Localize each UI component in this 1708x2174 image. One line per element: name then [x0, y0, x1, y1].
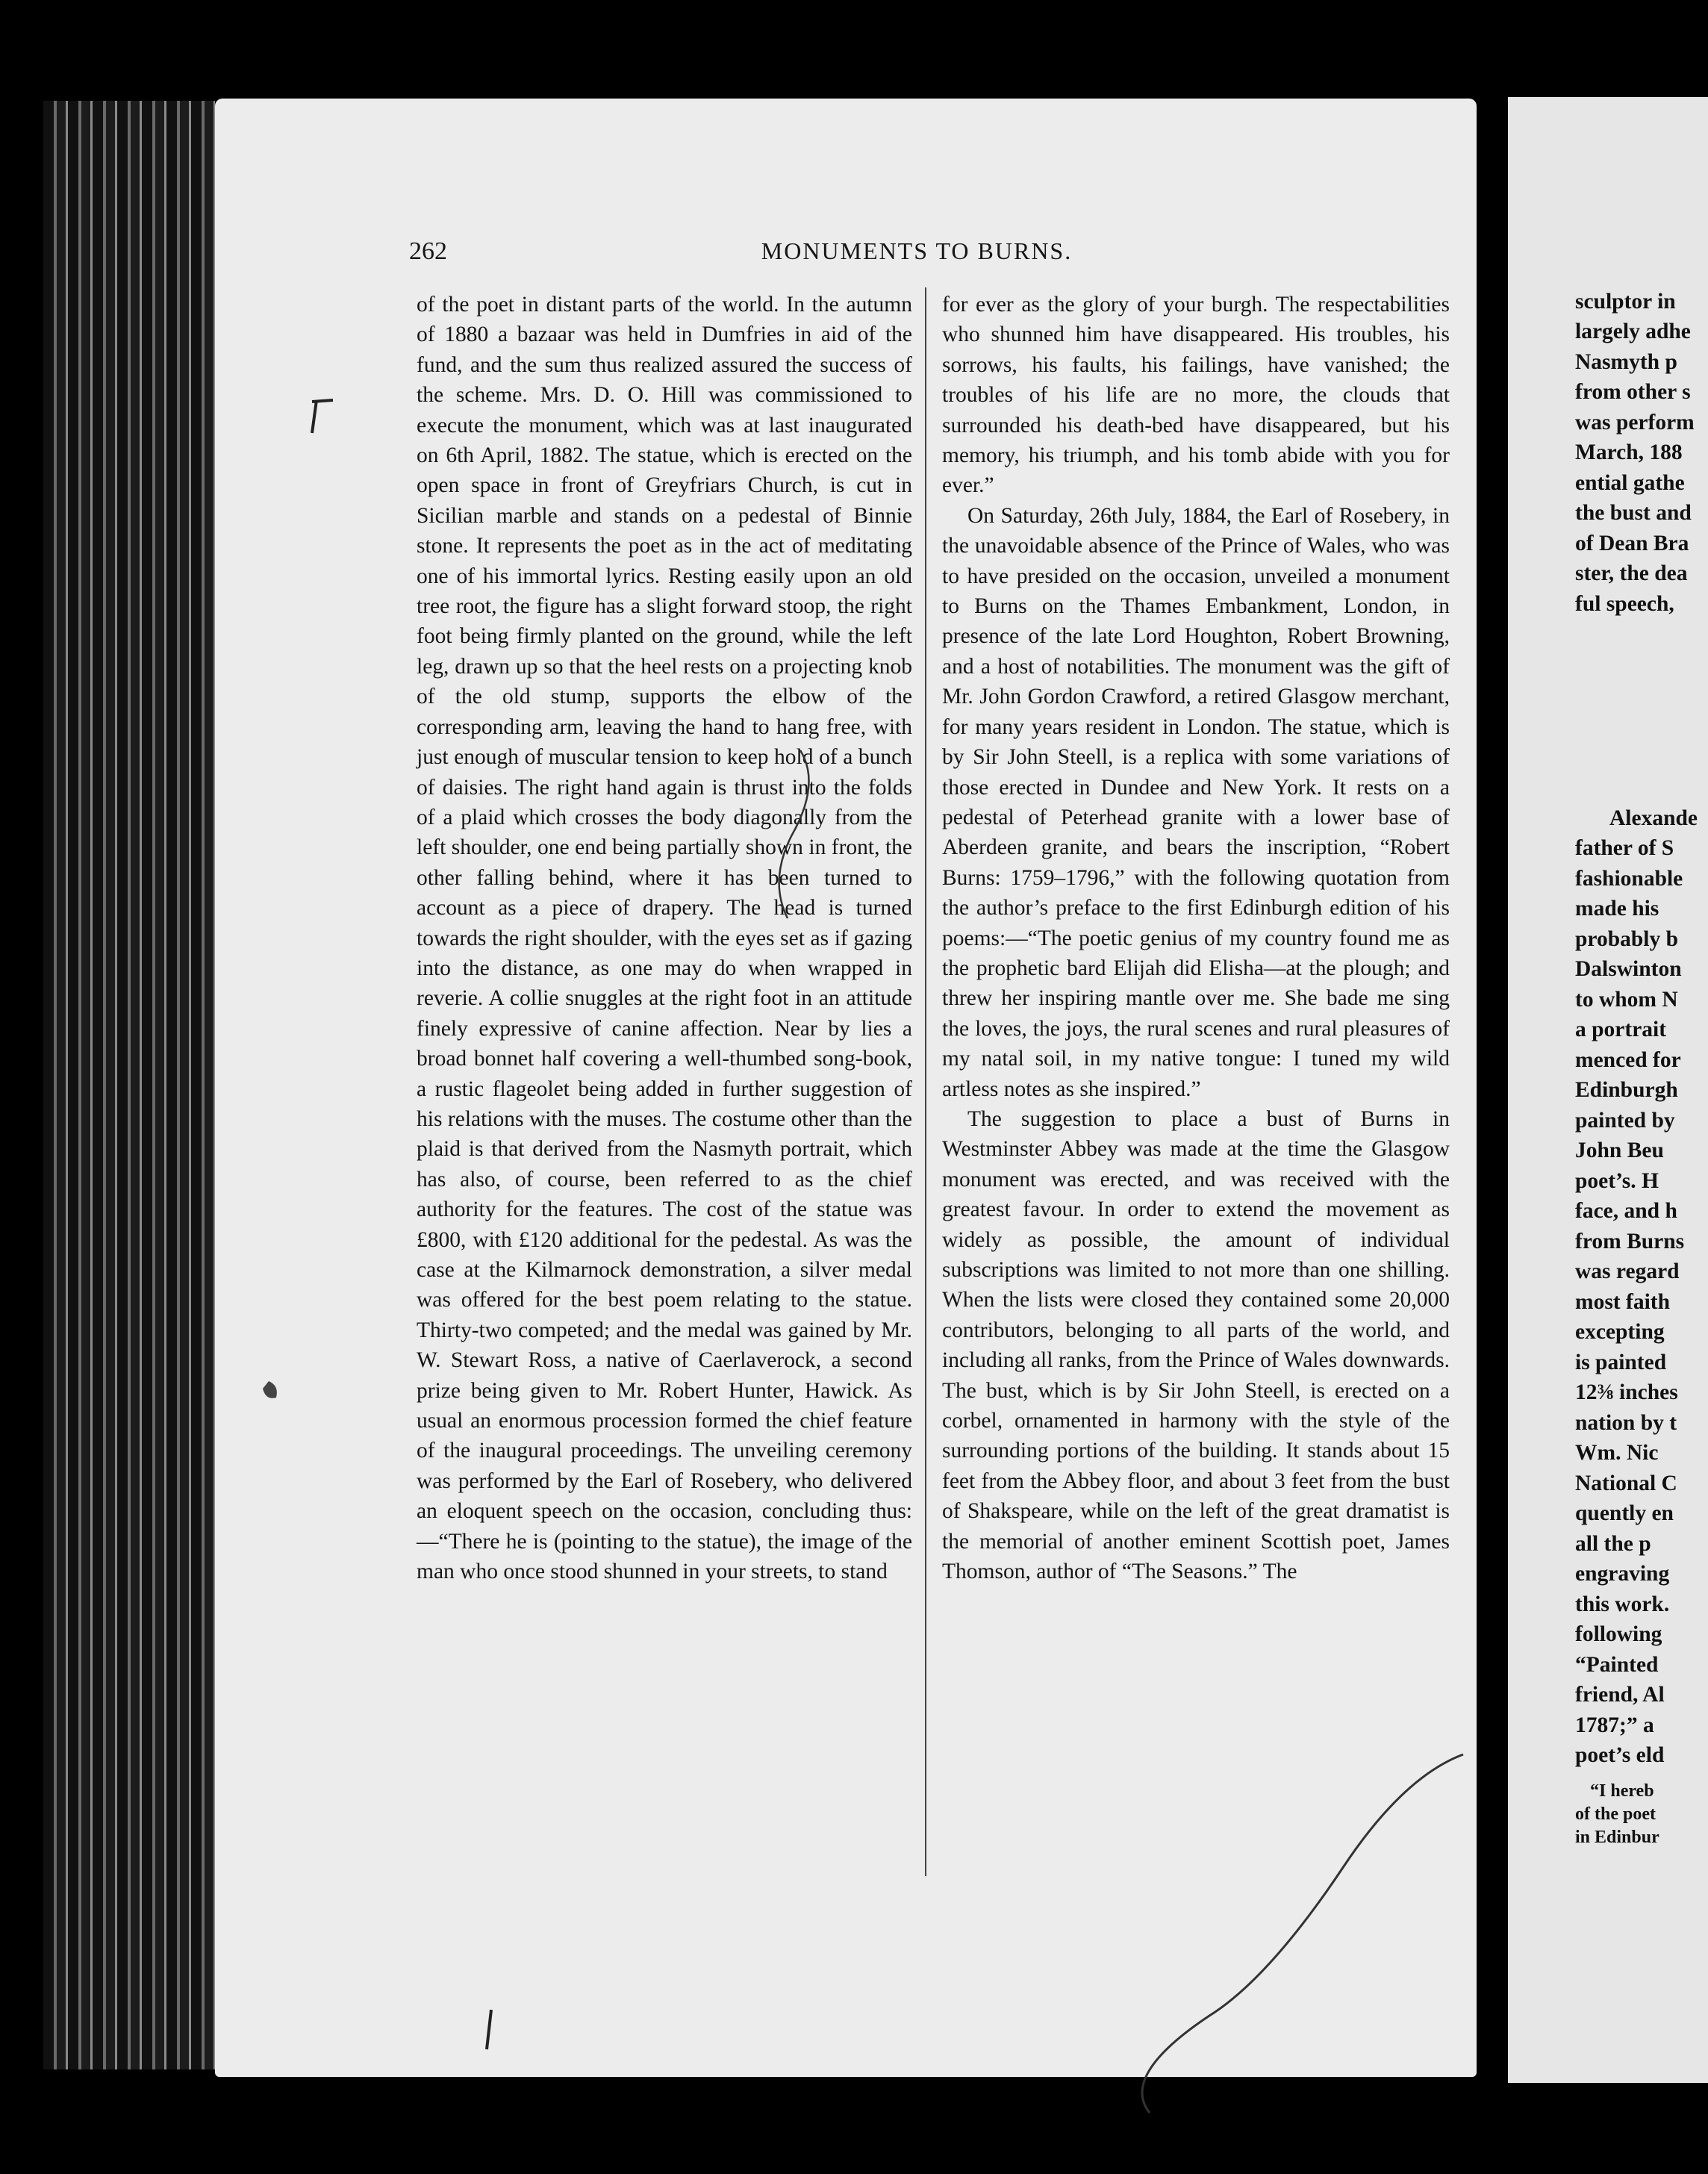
- fragment-line: poet’s. H: [1575, 1169, 1659, 1193]
- fragment-line: to whom N: [1575, 988, 1678, 1012]
- paragraph: of the poet in distant parts of the world. In the autumn of 1880 a bazaar was held in Dumfries in aid of the fund, and the sum thus realized assured the success of the scheme. Mrs. D. O. Hill was commissioned to execute the monument, which was at last inaugurated on 6th April, 1882. The statue, which is erected on the open space in front of Greyfriars Church, is cut in Sicilian marble and stands on a pedestal of Binnie stone. It represents the poet as in the act of meditating one of his immortal lyrics. Resting easily upon an old tree root, the figure has a slight forward stoop, the right foot being firmly planted on the ground, while the left leg, drawn up so that the heel rests on a projecting knob of the old stump, supports the elbow of the corresponding arm, leaving the hand to hang free, with just enough of muscular tension to keep hold of a bunch of daisies. The right hand again is thrust into the folds of a plaid which crosses the body diagonally from the left shoulder, one end being partially shown in front, the other falling behind, where it has been turned to account as a piece of drapery. The head is turned towards the right shoulder, with the eyes set as if gazing into the distance, as one may do when wrapped in reverie. A collie snuggles at the right foot in an attitude finely expressive of canine affection. Near by lies a broad bonnet half covering a well-thumbed song-book, a rustic flageolet being added in further suggestion of his relations with the muses. The costume other than the plaid is that derived from the Nasmyth portrait, which has also, of course, been referred to as the chief authority for the features. The cost of the statue was £800, with £120 additional for the pedestal. As was the case at the Kilmarnock demonstration, a silver medal was offered for the best poem relating to the statue. Thirty-two competed; and the medal was gained by Mr. W. Stewart Ross, a native of Caerlaverock, a second prize being given to Mr. Robert Hunter, Hawick. As usual an enormous procession formed the chief feature of the inaugural proceedings. The unveiling ceremony was performed by the Earl of Rosebery, who delivered an eloquent speech on the occasion, concluding thus:—“There he is (pointing to the statue), the image of the man who once stood shunned in your streets, to stand: [417, 293, 912, 1584]
- fragment-line: from Burns: [1575, 1230, 1685, 1253]
- fragment-line: John Beu: [1575, 1139, 1664, 1162]
- fragment-line: painted by: [1575, 1109, 1675, 1133]
- fragment-line: made his: [1575, 897, 1659, 921]
- fragment-line: father of S: [1575, 836, 1674, 860]
- fragment-line: Dalswinton: [1575, 957, 1682, 981]
- page-number: 262: [409, 237, 447, 265]
- fragment-line: excepting: [1575, 1320, 1665, 1344]
- fragment-line: the bust and: [1575, 501, 1692, 525]
- ink-blot: [263, 1381, 277, 1398]
- fragment-line: sculptor in: [1575, 290, 1676, 314]
- fragment-line: was perform: [1575, 411, 1695, 435]
- fragment-line: Wm. Nic: [1575, 1441, 1659, 1465]
- fragment-line: fashionable: [1575, 867, 1683, 891]
- pencil-stroke: [779, 750, 809, 918]
- fragment-line: menced for: [1575, 1048, 1681, 1072]
- fragment-line: was regard: [1575, 1259, 1680, 1283]
- fragment-line: March, 188: [1575, 440, 1683, 464]
- fragment-line: largely adhe: [1575, 320, 1691, 343]
- fragment-line: of Dean Bra: [1575, 532, 1689, 555]
- running-head: MONUMENTS TO BURNS.: [761, 237, 1073, 264]
- fragment-line: this work.: [1575, 1592, 1670, 1616]
- fragment-line: probably b: [1575, 927, 1679, 951]
- paragraph: The suggestion to place a bust of Burns in Westminster Abbey was made at the time the Glasgow monument was erected, and was received with the greatest favour. In order to extend the movement as widely as possible, the amount of individual subscriptions was limited to not more than one shilling. When the lists were closed they contained some 20,000 contributors, belonging to all parts of the world, and including all ranks, from the Prince of Wales downwards. The bust, which is by Sir John Steell, is erected on a corbel, ornamented in harmony with the style of the surrounding portions of the building. It stands about 15 feet from the Abbey floor, and about 3 feet from the bust of Shakspeare, while on the left of the great dramatist is the memorial of another eminent Scottish poet, James Thomson, author of “The Seasons.” The: [942, 1106, 1450, 1584]
- fragment-line: is painted: [1575, 1351, 1667, 1374]
- fragment-line: most faith: [1575, 1290, 1671, 1314]
- fragment-line: face, and h: [1575, 1199, 1677, 1223]
- footnote-line: “I hereb: [1590, 1781, 1654, 1801]
- fragment-line: ster, the dea: [1575, 561, 1688, 585]
- fragment-line: Alexande: [1609, 806, 1698, 830]
- paragraph: for ever as the glory of your burgh. The respectabilities who shunned him have disappeared. His troubles, his sorrows, his faults, his failings, have vanished; the troubles of his life are no more, the clouds that surrounded his death-bed have disappeared, but his memory, his triumph, and his tomb abide with you for ever.”: [942, 293, 1450, 498]
- fragment-line: all the p: [1575, 1532, 1651, 1556]
- fragment-line: a portrait: [1575, 1018, 1667, 1041]
- pencil-stroke: [1142, 1754, 1463, 2113]
- fragment-line: Nasmyth p: [1575, 350, 1677, 374]
- pencil-tick: [487, 2010, 491, 2049]
- fragment-line: nation by t: [1575, 1411, 1677, 1435]
- fragment-line: “Painted: [1575, 1653, 1659, 1677]
- fragment-line: 1787;” a: [1575, 1713, 1654, 1737]
- footnote-line: of the poet: [1575, 1804, 1656, 1824]
- footnote-line: in Edinbur: [1575, 1828, 1659, 1847]
- fragment-line: engraving: [1575, 1562, 1670, 1586]
- fragment-line: ful speech,: [1575, 592, 1674, 616]
- fragment-line: from other s: [1575, 380, 1691, 404]
- fragment-line: quently en: [1575, 1501, 1674, 1525]
- fragment-line: following: [1575, 1622, 1662, 1646]
- paragraph: On Saturday, 26th July, 1884, the Earl of Rosebery, in the unavoidable absence of the Prince of Wales, who was to have presided on the occasion, unveiled a monument to Burns on the Thames Embankment, London, in presence of the late Lord Houghton, Robert Browning, and a host of notabilities. The monument was the gift of Mr. John Gordon Crawford, a retired Glasgow merchant, for many years resident in London. The statue, which is by Sir John Steell, is a replica with some variations of those erected in Dundee and New York. It rests on a pedestal of Peterhead granite with a lower base of Aberdeen granite, and bears the inscription, “Robert Burns: 1759–1796,” with the following quotation from the author’s preface to the first Edinburgh edition of his poems:—“The poetic genius of my country found me as the prophetic bard Elijah did Elisha—at the plough; and threw her inspiring mantle over me. She bade me sing the loves, the joys, the rural scenes and rural pleasures of my natal soil, in my native tongue: I tuned my wild artless notes as she inspired.”: [942, 503, 1450, 1101]
- bracket-mark: [312, 400, 333, 433]
- fragment-line: ential gathe: [1575, 471, 1685, 495]
- fragment-line: National C: [1575, 1471, 1677, 1495]
- fragment-line: 12⅜ inches: [1575, 1380, 1678, 1404]
- fragment-line: poet’s eld: [1575, 1743, 1665, 1767]
- fragment-line: friend, Al: [1575, 1683, 1665, 1707]
- fragment-line: Edinburgh: [1575, 1078, 1678, 1102]
